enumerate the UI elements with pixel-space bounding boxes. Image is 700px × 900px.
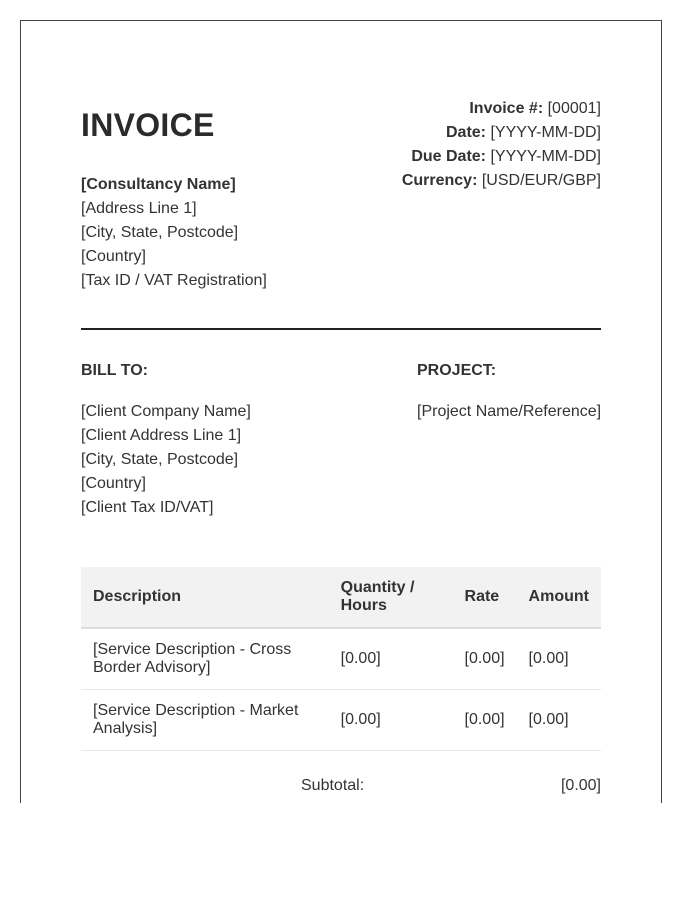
invoice-meta [402, 97, 601, 193]
due-date-label: Due Date: [411, 148, 487, 165]
bill-to-heading: BILL TO: [81, 362, 148, 379]
invoice-title: INVOICE [81, 107, 215, 143]
subtotal-value: [0.00] [560, 777, 601, 794]
rate-column-header: Rate [453, 567, 517, 628]
due-date-row [402, 145, 601, 169]
invoice-date-row [402, 121, 601, 145]
subtotal-label: Subtotal: [301, 777, 365, 794]
consultancy-name: [Consultancy Name] [81, 176, 236, 193]
table-header-row [81, 567, 601, 628]
project-name: [Project Name/Reference] [417, 403, 602, 420]
line-item-rate: [0.00] [453, 690, 517, 751]
invoice-number-label: Invoice #: [469, 100, 544, 117]
line-items-table [81, 567, 601, 751]
currency-row [402, 169, 601, 193]
currency-label: Currency: [401, 172, 478, 189]
invoice-page [20, 20, 662, 803]
bill-to-address [81, 400, 251, 520]
header-divider [81, 328, 601, 330]
due-date-value: [YYYY-MM-DD] [490, 148, 601, 165]
invoice-date-label: Date: [446, 124, 487, 141]
line-item-quantity: [0.00] [329, 628, 453, 690]
line-item-quantity: [0.00] [329, 690, 453, 751]
project-details [417, 400, 601, 424]
line-item-description: [Service Description - Market Analysis] [81, 690, 329, 751]
project-heading: PROJECT: [417, 362, 497, 379]
line-item-amount: [0.00] [517, 690, 601, 751]
client-country: [Country] [81, 475, 146, 492]
description-column-header: Description [81, 567, 329, 628]
client-city-state-postcode: [City, State, Postcode] [81, 451, 239, 468]
currency-value: [USD/EUR/GBP] [481, 172, 601, 189]
sender-address-line-1: [Address Line 1] [81, 200, 197, 217]
line-item-rate: [0.00] [453, 628, 517, 690]
amount-column-header: Amount [517, 567, 601, 628]
line-item-amount: [0.00] [517, 628, 601, 690]
invoice-number-row [402, 97, 601, 121]
line-item-description: [Service Description - Cross Border Advisory] [81, 628, 329, 690]
table-row [81, 628, 601, 690]
client-company-name: [Client Company Name] [81, 403, 251, 420]
sender-tax-id: [Tax ID / VAT Registration] [81, 272, 267, 289]
sender-city-state-postcode: [City, State, Postcode] [81, 224, 239, 241]
client-tax-id: [Client Tax ID/VAT] [81, 499, 214, 516]
quantity-column-header: Quantity / Hours [329, 567, 453, 628]
client-address-line-1: [Client Address Line 1] [81, 427, 242, 444]
table-row [81, 690, 601, 751]
invoice-number-value: [00001] [547, 100, 601, 117]
sender-address [81, 173, 267, 293]
sender-country: [Country] [81, 248, 146, 265]
invoice-date-value: [YYYY-MM-DD] [490, 124, 601, 141]
